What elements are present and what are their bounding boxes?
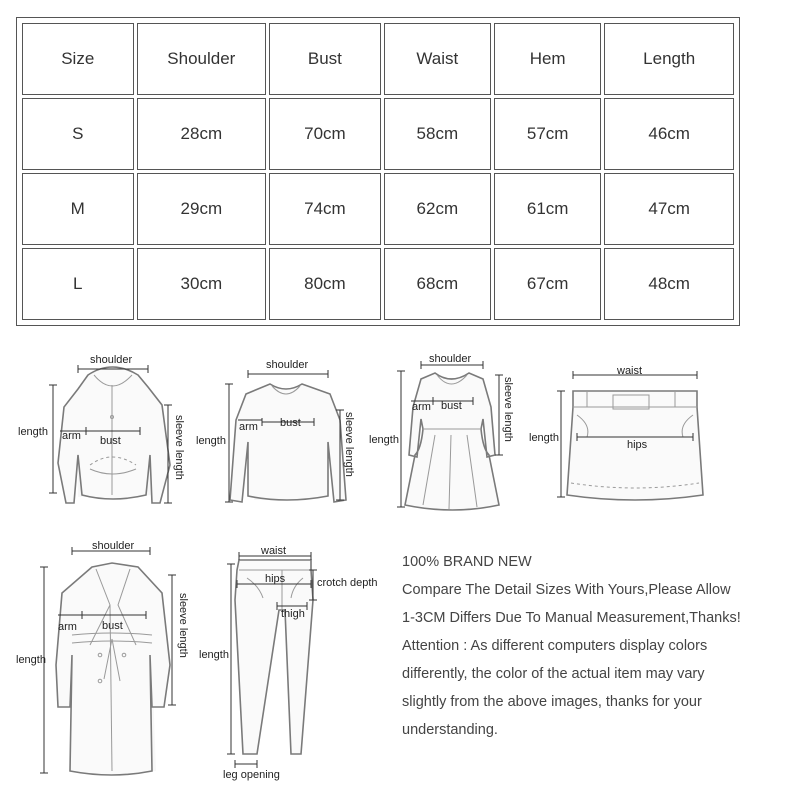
arm-label: arm [239, 421, 258, 433]
table-cell: 47cm [604, 173, 734, 245]
size-table [19, 20, 737, 323]
table-row-s [22, 98, 734, 170]
length-label: length [16, 654, 46, 666]
table-cell: 80cm [269, 248, 381, 320]
table-cell: 62cm [384, 173, 491, 245]
table-row-m [22, 173, 734, 245]
waist-label: waist [261, 545, 287, 557]
measure-line [49, 385, 57, 493]
measure-line [168, 575, 176, 705]
header-bust: Bust [269, 23, 381, 95]
table-cell: 61cm [494, 173, 601, 245]
shoulder-label: shoulder [429, 353, 472, 365]
color-note-line-4: understanding. [402, 722, 498, 738]
product-notes [402, 548, 798, 744]
sleeve-length-label: sleeve length [502, 377, 514, 442]
skirt-diagram [525, 355, 715, 515]
length-label: length [369, 434, 399, 446]
measure-line [557, 391, 565, 497]
arm-label: arm [412, 401, 431, 413]
color-note-line-1: Attention : As different computers display colors [402, 638, 708, 654]
table-cell: 48cm [604, 248, 734, 320]
sweater-diagram [190, 350, 380, 525]
color-note-line-3: slightly from the above images, thanks for your [402, 694, 702, 710]
hips-label: hips [265, 573, 286, 585]
length-label: length [18, 426, 48, 438]
sweater-outline [230, 384, 346, 502]
table-cell: 30cm [137, 248, 267, 320]
table-cell: 57cm [494, 98, 601, 170]
length-label: length [199, 649, 229, 661]
thigh-label: thigh [281, 608, 305, 620]
table-cell: 29cm [137, 173, 267, 245]
crotch-depth-label: crotch depth [317, 577, 378, 589]
table-cell: L [22, 248, 134, 320]
sleeve-length-label: sleeve length [177, 593, 189, 658]
hips-label: hips [627, 439, 648, 451]
bust-label: bust [280, 417, 301, 429]
shoulder-label: shoulder [90, 354, 133, 366]
measure-line [495, 375, 503, 455]
dress-outline [405, 373, 499, 510]
arm-label: arm [58, 621, 77, 633]
length-label: length [196, 435, 226, 447]
table-row-l [22, 248, 734, 320]
dress-diagram [365, 345, 540, 525]
table-cell: 58cm [384, 98, 491, 170]
color-note-line-2: differently, the color of the actual item may vary [402, 666, 705, 682]
header-waist: Waist [384, 23, 491, 95]
arm-label: arm [62, 430, 81, 442]
table-header-row [22, 23, 734, 95]
shoulder-label: shoulder [92, 540, 135, 552]
shoulder-label: shoulder [266, 359, 309, 371]
size-note-line-1: Compare The Detail Sizes With Yours,Please Allow [402, 582, 731, 598]
measure-line [40, 567, 48, 773]
header-hem: Hem [494, 23, 601, 95]
hoodie-diagram [0, 345, 200, 525]
sleeve-length-label: sleeve length [173, 415, 185, 480]
waist-label: waist [617, 365, 643, 377]
table-cell: S [22, 98, 134, 170]
table-cell: M [22, 173, 134, 245]
sleeve-length-label: sleeve length [343, 412, 355, 477]
pants-diagram [195, 540, 385, 790]
table-cell: 67cm [494, 248, 601, 320]
size-note-line-2: 1-3CM Differs Due To Manual Measurement,Thanks! [402, 610, 741, 626]
size-chart-table [16, 17, 740, 326]
table-cell: 70cm [269, 98, 381, 170]
leg-opening-label: leg opening [223, 769, 280, 781]
bust-label: bust [100, 435, 121, 447]
pants-outline [235, 560, 313, 754]
length-label: length [529, 432, 559, 444]
table-cell: 74cm [269, 173, 381, 245]
table-cell: 68cm [384, 248, 491, 320]
measure-line [235, 760, 257, 768]
table-cell: 46cm [604, 98, 734, 170]
header-shoulder: Shoulder [137, 23, 267, 95]
table-cell: 28cm [137, 98, 267, 170]
header-length: Length [604, 23, 734, 95]
bust-label: bust [102, 620, 123, 632]
brand-new-note: 100% BRAND NEW [402, 554, 532, 570]
coat-diagram [0, 535, 200, 790]
measure-line [248, 370, 328, 378]
header-size: Size [22, 23, 134, 95]
bust-label: bust [441, 400, 462, 412]
